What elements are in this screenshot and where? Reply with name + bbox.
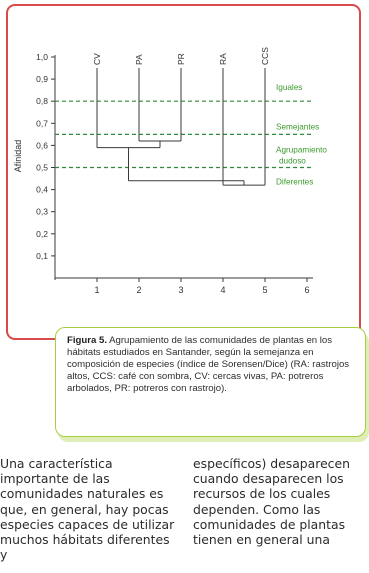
- threshold-label-semejantes: Semejantes: [276, 122, 320, 132]
- body-text-left-column: Una característica importante de las comunidades naturales es que, en general, hay pocas especies capaces de utilizar muchos hábitats diferentes y: [0, 456, 175, 563]
- y-tick-label: 0,9: [36, 74, 48, 85]
- figure-caption: [55, 327, 366, 437]
- leaf-label: RA: [218, 53, 228, 66]
- y-tick-label: 0,2: [36, 228, 48, 239]
- y-axis-label: Afinidad: [13, 139, 23, 173]
- y-tick-label: 0,7: [36, 118, 48, 129]
- y-tick-label: 0,6: [36, 140, 48, 151]
- y-tick-label: 0,8: [36, 96, 48, 107]
- caption-label: Figura 5.: [67, 335, 107, 346]
- leaf-label: CCS: [260, 47, 270, 66]
- y-tick-label: 0,1: [36, 250, 48, 261]
- x-tick-label: 2: [136, 285, 142, 295]
- x-tick-label: 1: [94, 285, 100, 295]
- x-tick-label: 6: [304, 285, 310, 295]
- caption-paragraph: [67, 335, 355, 395]
- y-tick-label: 0,4: [36, 184, 48, 195]
- y-tick-label: 0,5: [36, 162, 48, 173]
- leaf-label: PA: [134, 54, 144, 66]
- leaf-label: PR: [176, 53, 186, 66]
- threshold-label-iguales: Iguales: [276, 83, 303, 93]
- caption-text: Agrupamiento de las comunidades de plantas en los hábitats estudiados en Santander, según la semejanza en composición de especies (índice de Sorensen/Dice) (RA: rastrojos altos, CCS: café con sombra, CV: cercas vivas, PA: potreros arbolados, PR: potreros con rastrojo).: [67, 335, 350, 395]
- threshold-label-dudoso: Agrupamiento dudoso: [276, 145, 327, 166]
- leaf-label: CV: [92, 53, 102, 66]
- y-tick-label: 1,0: [36, 52, 48, 62]
- threshold-label-diferentes: Diferentes: [276, 177, 314, 187]
- y-tick-label: 0,3: [36, 206, 48, 217]
- x-tick-label: 4: [220, 285, 226, 295]
- x-tick-label: 3: [178, 285, 184, 295]
- body-text-right-column: específicos) desaparecen cuando desaparecen los recursos de los cuales dependen. Como las comunidades de plantas tienen en general una: [193, 456, 350, 548]
- x-tick-label: 5: [262, 285, 268, 295]
